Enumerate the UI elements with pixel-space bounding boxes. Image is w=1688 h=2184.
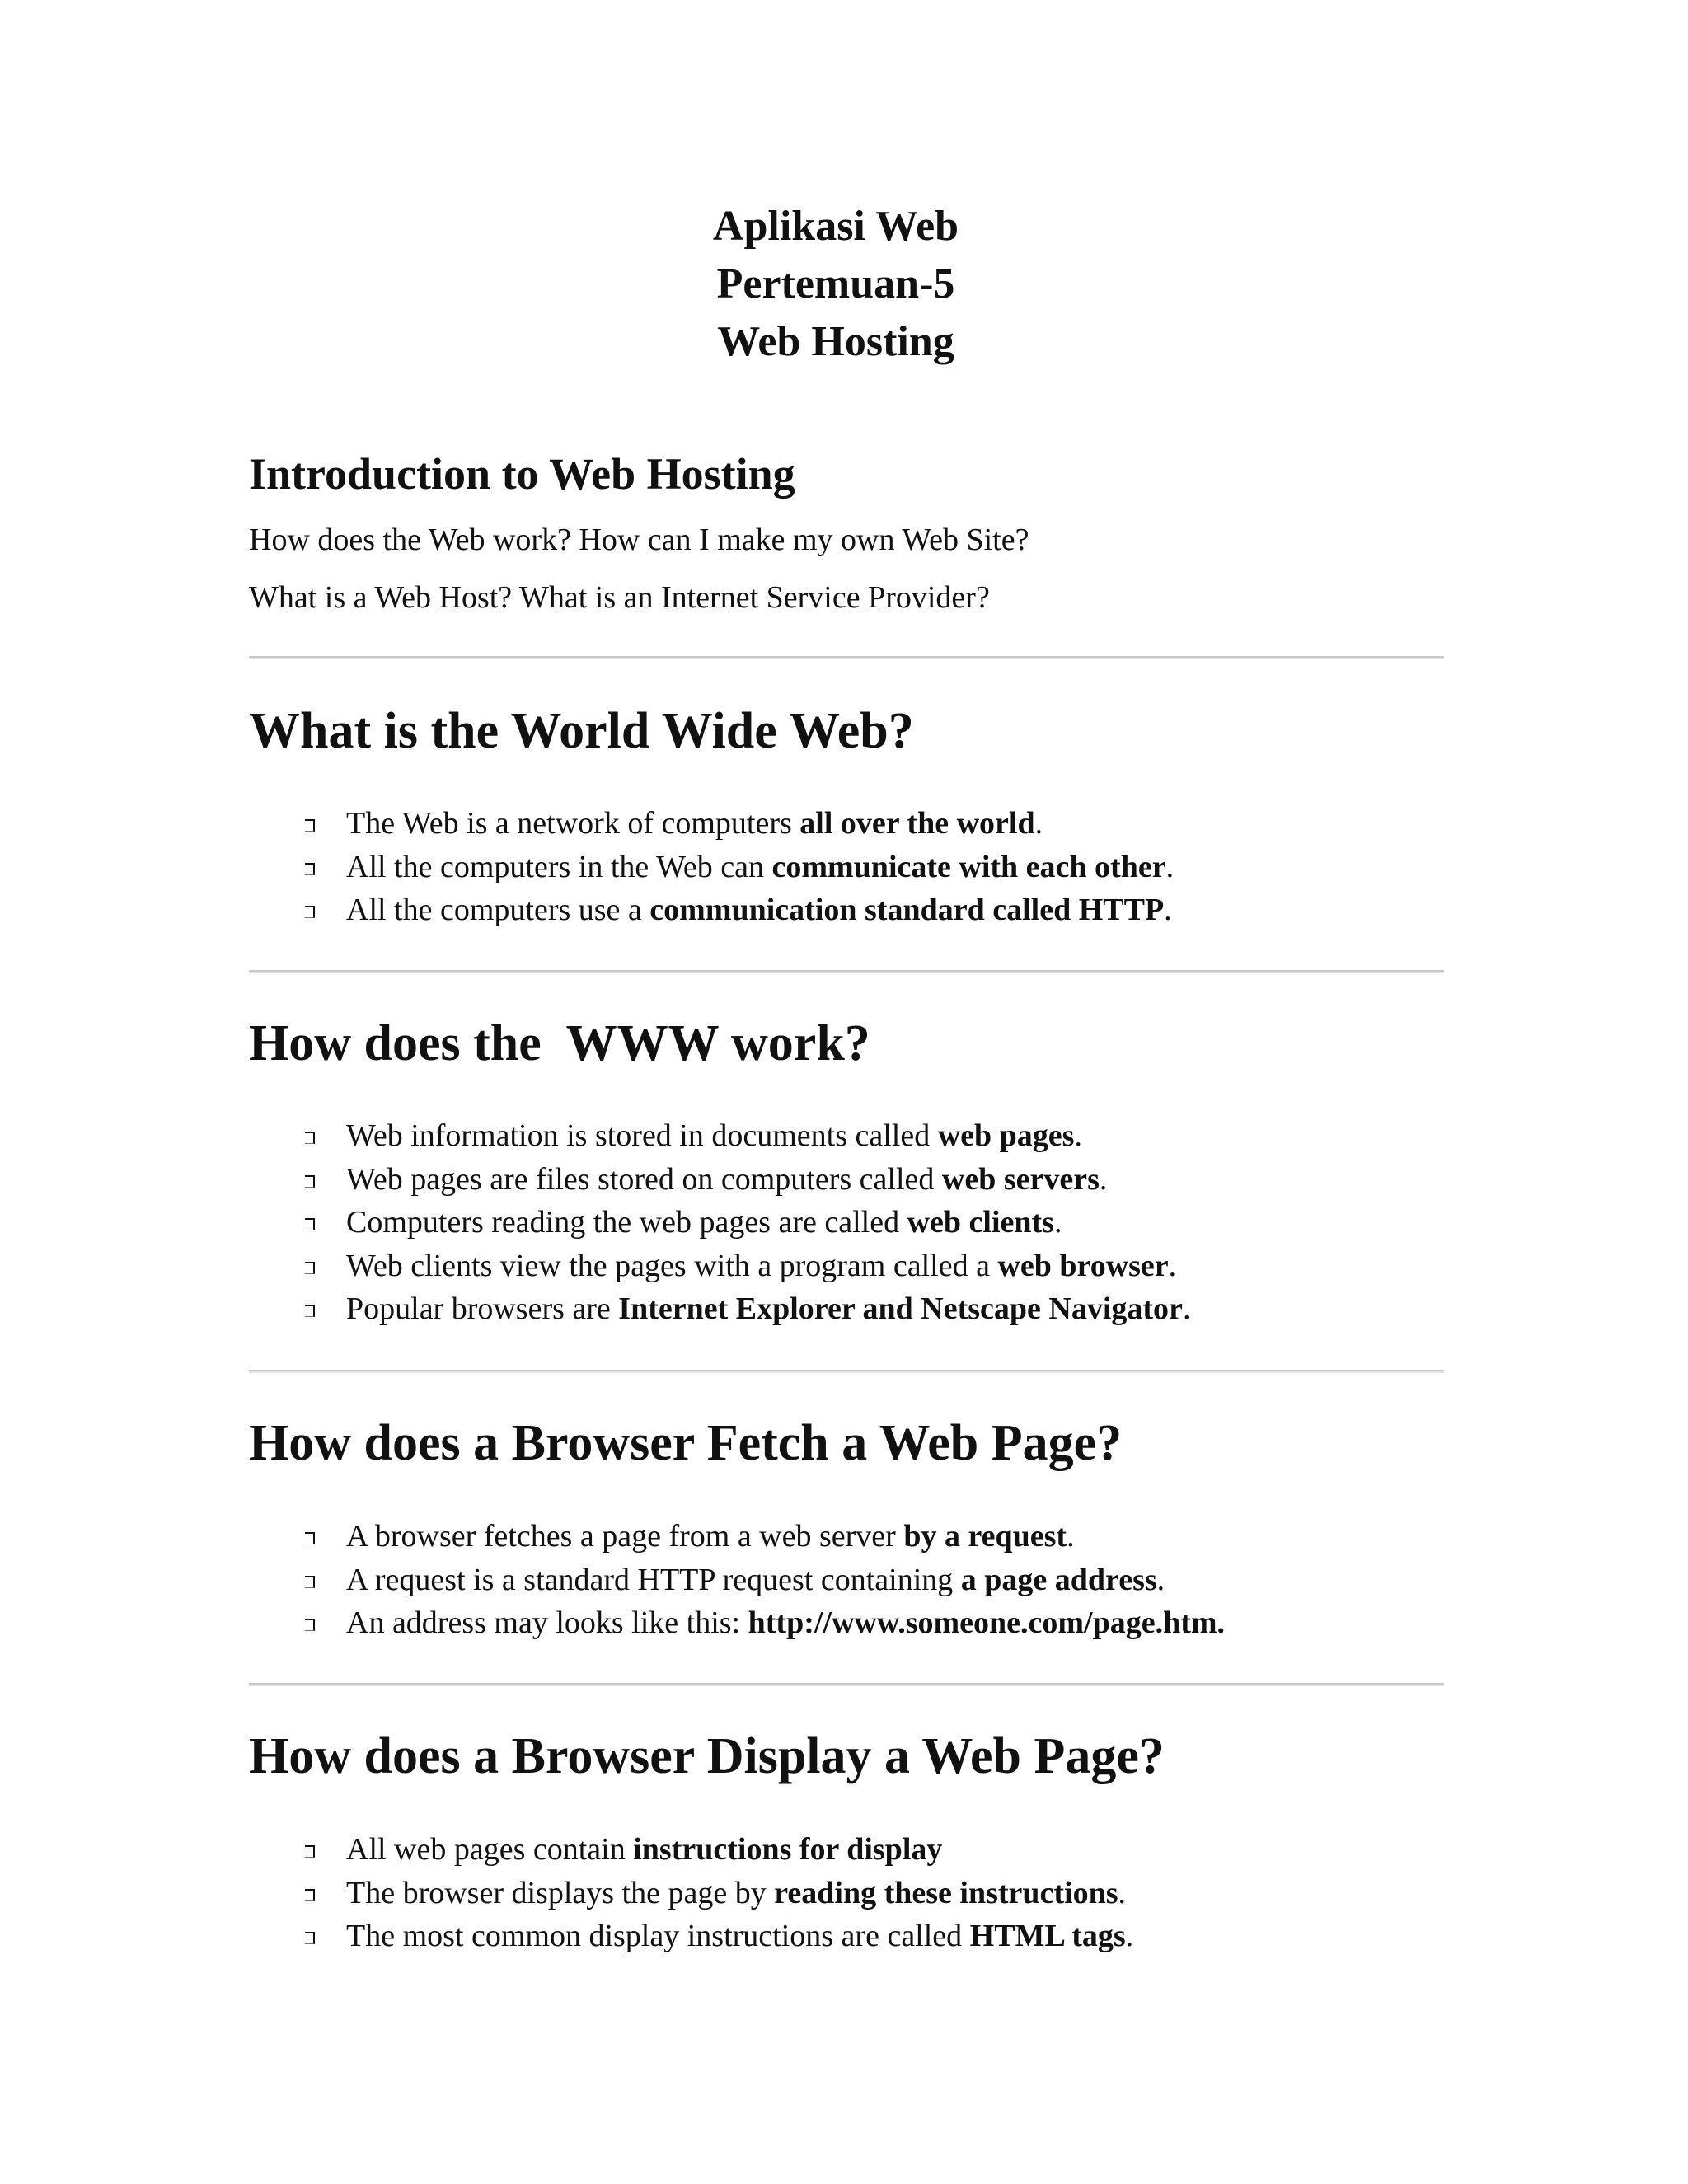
- section-divider: [249, 1370, 1444, 1373]
- intro-line: How does the Web work? How can I make my own Web Site?: [249, 523, 1029, 557]
- list-item-text: A request is a standard HTTP request containing a page address.: [346, 1562, 1165, 1597]
- square-bullet-icon: [305, 906, 315, 918]
- intro-line: What is a Web Host? What is an Internet Service Provider?: [249, 580, 990, 615]
- section-divider: [249, 656, 1444, 659]
- square-bullet-icon: [305, 863, 315, 875]
- section-heading: How does a Browser Fetch a Web Page?: [249, 1415, 1123, 1471]
- square-bullet-icon: [305, 1262, 315, 1274]
- square-bullet-icon: [305, 1889, 315, 1901]
- section-heading: How does the WWW work?: [249, 1015, 870, 1071]
- square-bullet-icon: [305, 1532, 315, 1544]
- list-item-text: The browser displays the page by reading these instructions.: [346, 1875, 1127, 1910]
- square-bullet-icon: [305, 1218, 315, 1230]
- list-item-text: An address may looks like this: http://www.someone.com/page.htm.: [346, 1605, 1226, 1640]
- list-item-text: The Web is a network of computers all over the world.: [346, 806, 1043, 841]
- square-bullet-icon: [305, 1305, 315, 1317]
- list-item-text: The most common display instructions are called HTML tags.: [346, 1919, 1134, 1953]
- list-item-text: Web pages are files stored on computers called web servers.: [346, 1161, 1108, 1197]
- list-item-text: All the computers use a communication standard called HTTP.: [346, 893, 1172, 927]
- square-bullet-icon: [305, 1576, 315, 1588]
- list-item-text: A browser fetches a page from a web server by a request.: [346, 1519, 1075, 1554]
- square-bullet-icon: [305, 1932, 315, 1944]
- list-item-text: Web clients view the pages with a program called a web browser.: [346, 1248, 1177, 1283]
- section-heading: What is the World Wide Web?: [249, 703, 914, 759]
- intro-heading: Introduction to Web Hosting: [249, 449, 795, 499]
- section-divider: [249, 1683, 1444, 1686]
- document-title: [0, 198, 1688, 371]
- square-bullet-icon: [305, 819, 315, 832]
- square-bullet-icon: [305, 1175, 315, 1188]
- title-line-topic: Web Hosting: [717, 318, 954, 365]
- square-bullet-icon: [305, 1619, 315, 1631]
- section-heading: How does a Browser Display a Web Page?: [249, 1728, 1165, 1784]
- list-item-text: Popular browsers are Internet Explorer and Netscape Navigator.: [346, 1291, 1191, 1326]
- square-bullet-icon: [305, 1132, 315, 1144]
- list-item-text: Web information is stored in documents called web pages.: [346, 1118, 1082, 1153]
- list-item-text: All web pages contain instructions for display: [346, 1832, 943, 1867]
- list-item-text: Computers reading the web pages are called web clients.: [346, 1205, 1062, 1240]
- title-line-course: Aplikasi Web: [712, 203, 959, 250]
- section-divider: [249, 970, 1444, 973]
- square-bullet-icon: [305, 1845, 315, 1858]
- title-line-meeting: Pertemuan-5: [716, 260, 955, 307]
- list-item-text: All the computers in the Web can communicate with each other.: [346, 849, 1175, 884]
